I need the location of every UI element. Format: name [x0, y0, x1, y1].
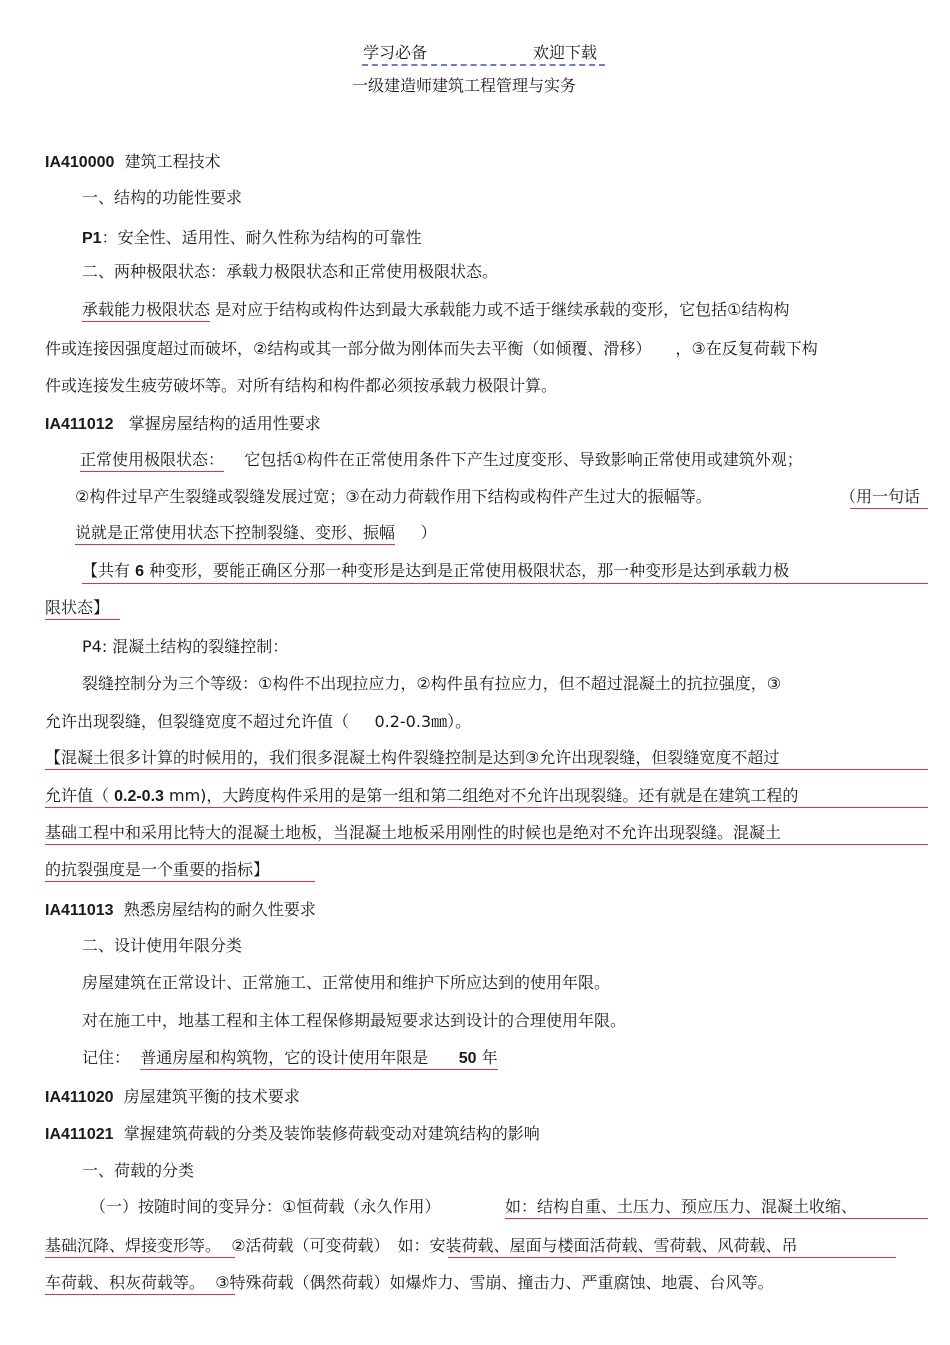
header-divider	[362, 64, 605, 66]
underline	[82, 583, 928, 584]
underline	[45, 619, 120, 620]
subheading: 二、两种极限状态：承载力极限状态和正常使用极限状态。	[82, 262, 499, 281]
paragraph-tail: 如：结构自重、土压力、预应压力、混凝土收缩、	[505, 1197, 858, 1216]
section-heading: IA411013 熟悉房屋结构的耐久性要求	[45, 900, 316, 919]
paragraph-tail: （用一句话	[840, 487, 921, 506]
paragraph: 件或连接因强度超过而破坏，②结构或其一部分做为刚体而失去平衡（如倾覆、滑移） ，③在反复荷载下构	[45, 339, 818, 358]
underline	[45, 807, 928, 808]
underline	[448, 1257, 896, 1258]
paragraph: 件或连接发生疲劳破坏等。对所有结构和构件都必须按承载力极限计算。	[45, 376, 558, 395]
section-heading: IA411021 掌握建筑荷载的分类及装饰装修荷载变动对建筑结构的影响	[45, 1124, 540, 1143]
underline	[45, 881, 315, 882]
subheading: 二、设计使用年限分类	[82, 936, 243, 955]
underline	[850, 508, 928, 509]
paragraph: 正常使用极限状态： 它包括①构件在正常使用条件下产生过度变形、导致影响正常使用或建筑外观；	[80, 450, 803, 470]
subheading: 一、结构的功能性要求	[82, 188, 243, 207]
paragraph: P1：安全性、适用性、耐久性称为结构的可靠性	[82, 228, 422, 247]
underline	[45, 1294, 235, 1295]
paragraph: 对在施工中，地基工程和主体工程保修期最短要求达到设计的合理使用年限。	[82, 1011, 627, 1030]
document-title: 一级建造师建筑工程管理与实务	[352, 76, 577, 95]
note: 【共有 6 种变形，要能正确区分那一种变形是达到是正常使用极限状态，那一种变形是达到承载力极	[82, 561, 790, 580]
note: 允许值（ 0.2-0.3 mm)，大跨度构件采用的是第一组和第二组绝对不允许出现裂缝。还有就是在建筑工程的	[45, 786, 799, 805]
header-left: 学习必备	[363, 43, 428, 62]
paragraph: 房屋建筑在正常设计、正常施工、正常使用和维护下所应达到的使用年限。	[82, 973, 611, 992]
header-right: 欢迎下载	[533, 43, 598, 62]
underline	[45, 769, 928, 770]
section-heading: IA411012 掌握房屋结构的适用性要求	[45, 414, 321, 433]
subheading: 一、荷载的分类	[82, 1161, 195, 1180]
section-heading: IA411020 房屋建筑平衡的技术要求	[45, 1087, 300, 1106]
paragraph: 说就是正常使用状态下控制裂缝、变形、振幅 ）	[75, 523, 436, 543]
note: 限状态】	[45, 598, 110, 617]
note: 的抗裂强度是一个重要的指标】	[45, 860, 270, 879]
underline	[45, 1257, 235, 1258]
paragraph: 记住： 普通房屋和构筑物，它的设计使用年限是 50 年	[82, 1048, 498, 1069]
underline	[505, 1218, 928, 1219]
paragraph: 基础沉降、焊接变形等。 ②活荷载（可变荷载） 如：安装荷载、屋面与楼面活荷载、雪荷载、风荷载、吊	[45, 1236, 798, 1255]
paragraph: 允许出现裂缝，但裂缝宽度不超过允许值（ 0.2-0.3㎜）。	[45, 712, 472, 731]
note: 【混凝土很多计算的时候用的，我们很多混凝土构件裂缝控制是达到③允许出现裂缝，但裂缝宽度不超过	[45, 748, 780, 767]
paragraph: （一）按随时间的变异分：①恒荷载（永久作用）	[90, 1197, 441, 1216]
paragraph: 裂缝控制分为三个等级：①构件不出现拉应力，②构件虽有拉应力，但不超过混凝土的抗拉强度，③	[82, 674, 782, 693]
subheading: P4: 混凝土结构的裂缝控制：	[82, 637, 289, 656]
section-heading: IA410000 建筑工程技术	[45, 152, 221, 171]
paragraph: ②构件过早产生裂缝或裂缝发展过宽；③在动力荷载作用下结构或构件产生过大的振幅等。	[75, 487, 712, 506]
paragraph: 承载能力极限状态 是对应于结构或构件达到最大承载能力或不适于继续承载的变形，它包括①结构构	[82, 300, 789, 320]
note: 基础工程中和采用比特大的混凝土地板，当混凝土地板采用刚性的时候也是绝对不允许出现裂缝。混凝土	[45, 823, 782, 842]
underline	[45, 844, 928, 845]
paragraph: 车荷载、积灰荷载等。 ③特殊荷载（偶然荷载）如爆炸力、雪崩、撞击力、严重腐蚀、地震、台风等。	[45, 1273, 774, 1292]
